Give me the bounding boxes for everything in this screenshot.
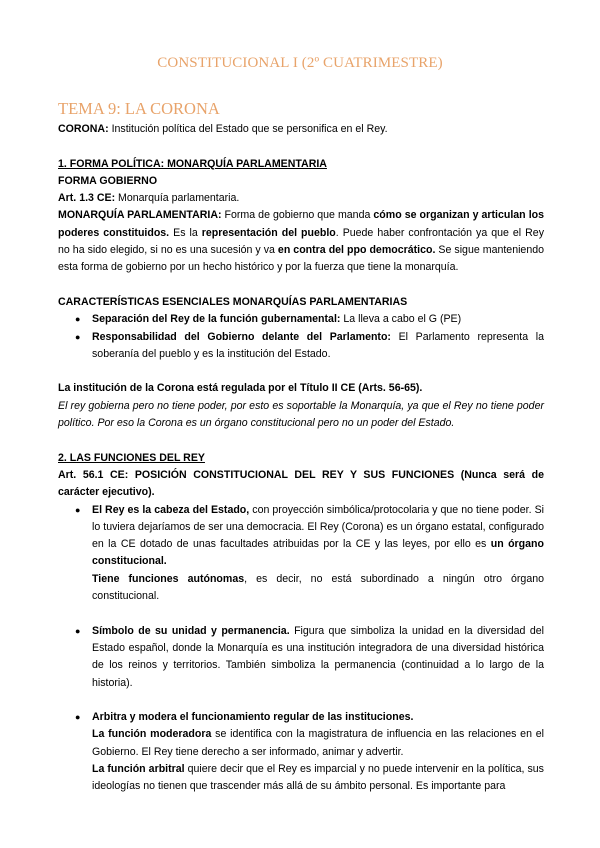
monarchy-definition	[58, 207, 544, 276]
function-bold: Símbolo de su unidad y permanencia.	[92, 624, 290, 637]
function-text	[92, 623, 544, 692]
function-sub-desc: , es decir, no está subordinado a ningún otro órgano constitucional.	[92, 572, 544, 603]
intro-definition	[58, 121, 544, 138]
article-1-3	[58, 190, 544, 207]
feature-text	[92, 311, 544, 328]
function-p2-text: quiere decir que el Rey es imparcial y no puede intervenir en la política, sus ideologías no tienen que trascender más allá de su ámbito personal. Es importante para	[92, 762, 544, 793]
feature-item	[58, 329, 544, 364]
monarchy-term: MONARQUÍA PARLAMENTARIA:	[58, 209, 222, 222]
monarchy-text-4: Se sigue manteniendo esta forma de gobierno por un hecho histórico y por la fuerza que tiene la monarquía.	[58, 244, 545, 274]
function-bold-2: un órgano constitucional.	[92, 538, 544, 568]
feature-desc: El Parlamento representa la soberanía del pueblo y es la institución del Estado.	[92, 330, 544, 360]
function-p1-text: se identifica con la magistratura de influencia en las relaciones en el Gobierno. El Rey tiene derecho a ser informado, animar y advertir.	[92, 728, 544, 758]
bullet-icon: ●	[75, 712, 81, 723]
topic-title: TEMA 9: LA CORONA	[58, 99, 220, 118]
feature-desc: La lleva a cabo el G (PE)	[340, 313, 462, 326]
function-item	[58, 623, 544, 692]
monarchy-bold-3: en contra del ppo democrático.	[277, 244, 436, 257]
function-p1-bold: La función moderadora	[92, 728, 212, 741]
function-item	[58, 502, 544, 606]
section1-heading: 1. FORMA POLÍTICA: MONARQUÍA PARLAMENTARIA	[58, 157, 327, 170]
document-body	[58, 121, 544, 796]
monarchy-text-3: . Puede haber confrontación ya que el Rey no ha sido elegido, si no es una sucesión y va	[58, 226, 544, 257]
feature-bold: Responsabilidad del Gobierno delante del Parlamento:	[92, 330, 391, 343]
monarchy-bold-1: cómo se organizan y articulan los poderes constituidos.	[58, 209, 544, 239]
function-desc: con proyección simbólica/protocolaria y que no tiene poder. Si lo tuviera dejaríamos de ser una democracia. El Rey (Corona) es un órgano estatal, configurado en la CE dotado de unas facultades atribuidas por la CE y las leyes, por ello es	[92, 503, 544, 551]
intro-term: CORONA:	[58, 123, 109, 135]
article-56-1-heading: Art. 56.1 CE: POSICIÓN CONSTITUCIONAL DEL REY Y SUS FUNCIONES (Nunca será de carácter ejecutivo).	[58, 468, 544, 499]
section1-subheading: FORMA GOBIERNO	[58, 174, 158, 187]
bullet-icon: ●	[75, 625, 81, 636]
monarchy-text-1: Forma de gobierno que manda	[221, 209, 374, 222]
document-title: CONSTITUCIONAL I (2º CUATRIMESTRE)	[157, 55, 443, 71]
function-desc: Figura que simboliza la unidad en la diversidad del Estado español, donde la Monarquía es una institución integradora de una diversidad histórica de los reinos y territorios. También simboliza la permanencia (continuidad a lo largo de la historia).	[92, 624, 544, 689]
function-p2-bold: La función arbitral	[92, 762, 185, 775]
function-paragraph	[92, 761, 544, 796]
italic-note: El rey gobierna pero no tiene poder, por esto es soportable la Monarquía, ya que el Rey no tiene poder político. Por eso la Corona es un órgano constitucional pero no un poder del Estado.	[58, 399, 544, 430]
bullet-icon: ●	[75, 314, 81, 325]
feature-item	[58, 311, 544, 328]
article-1-3-text: Monarquía parlamentaria.	[115, 192, 240, 205]
function-item	[58, 709, 544, 795]
intro-text: Institución política del Estado que se personifica en el Rey.	[108, 123, 388, 135]
monarchy-bold-2: representación del pueblo	[201, 226, 336, 239]
function-sub-bold: Tiene funciones autónomas	[92, 572, 245, 585]
feature-bold: Separación del Rey de la función gubernamental:	[92, 313, 341, 326]
monarchy-text-2: Es la	[169, 226, 202, 239]
regulation-note: La institución de la Corona está regulada por el Título II CE (Arts. 56-65).	[58, 382, 423, 395]
function-text: Arbitra y modera el funcionamiento regular de las instituciones.	[92, 711, 414, 724]
bullet-icon: ●	[75, 504, 81, 515]
feature-text	[92, 329, 544, 364]
section2-heading: 2. LAS FUNCIONES DEL REY	[58, 451, 205, 464]
function-paragraph	[92, 726, 544, 761]
bullet-icon: ●	[75, 331, 81, 342]
function-bold: El Rey es la cabeza del Estado,	[92, 503, 250, 516]
article-1-3-ref: Art. 1.3 CE:	[58, 192, 116, 205]
function-text	[92, 502, 544, 571]
features-heading: CARACTERÍSTICAS ESENCIALES MONARQUÍAS PARLAMENTARIAS	[58, 295, 408, 308]
function-subtext	[92, 571, 544, 606]
